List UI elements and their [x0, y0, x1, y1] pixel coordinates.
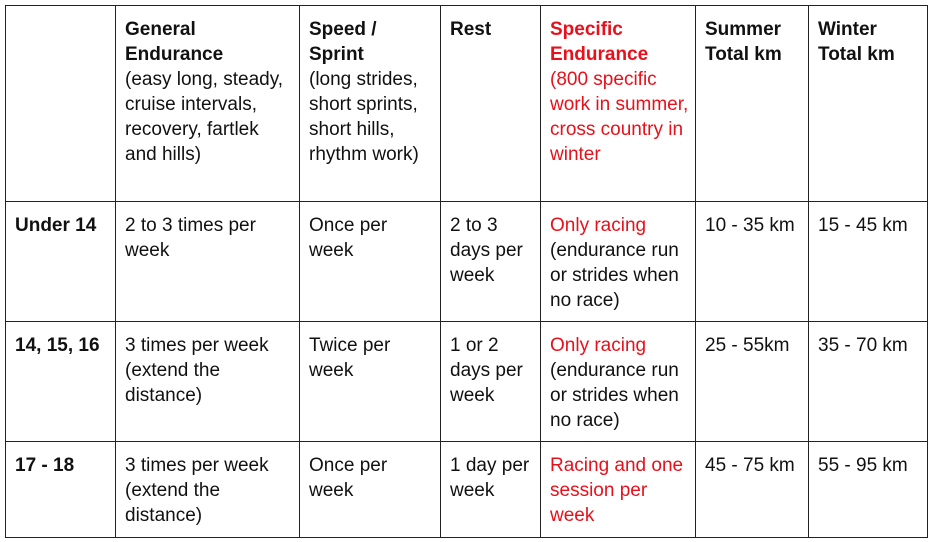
cell-general-endurance: 3 times per week (extend the distance) [116, 442, 300, 538]
specific-endurance-highlight: Racing and one session per week [550, 455, 684, 526]
cell-winter-total: 55 - 95 km [809, 442, 928, 538]
row-age-group: 17 - 18 [6, 442, 116, 538]
header-row [6, 6, 928, 202]
table-row [6, 202, 928, 322]
header-speed-sprint [300, 6, 441, 202]
header-empty-cell [6, 6, 116, 202]
cell-winter-total: 35 - 70 km [809, 322, 928, 442]
cell-specific-endurance [541, 442, 696, 538]
header-speed-sprint-desc: (long strides, short sprints, short hills, rhythm work) [309, 69, 419, 165]
header-winter-total-title: Winter Total km [818, 19, 895, 65]
cell-rest: 1 or 2 days per week [441, 322, 541, 442]
header-rest [441, 6, 541, 202]
cell-rest: 2 to 3 days per week [441, 202, 541, 322]
header-specific-endurance [541, 6, 696, 202]
row-age-group: 14, 15, 16 [6, 322, 116, 442]
cell-specific-endurance [541, 322, 696, 442]
header-winter-total [809, 6, 928, 202]
header-specific-endurance-desc: (800 specific work in summer, cross country in winter [550, 69, 689, 165]
cell-specific-endurance [541, 202, 696, 322]
cell-summer-total: 25 - 55km [696, 322, 809, 442]
cell-speed-sprint: Twice per week [300, 322, 441, 442]
specific-endurance-highlight: Only racing [550, 215, 647, 236]
cell-speed-sprint: Once per week [300, 202, 441, 322]
table-row [6, 442, 928, 538]
specific-endurance-note: (endurance run or strides when no race) [550, 360, 679, 431]
header-general-endurance [116, 6, 300, 202]
cell-summer-total: 45 - 75 km [696, 442, 809, 538]
cell-general-endurance: 3 times per week (extend the distance) [116, 322, 300, 442]
cell-speed-sprint: Once per week [300, 442, 441, 538]
header-summer-total-title: Summer Total km [705, 19, 782, 65]
cell-rest: 1 day per week [441, 442, 541, 538]
cell-winter-total: 15 - 45 km [809, 202, 928, 322]
specific-endurance-highlight: Only racing [550, 335, 647, 356]
header-general-endurance-title: General Endurance [125, 19, 224, 65]
header-specific-endurance-title: Specific Endurance [550, 19, 649, 65]
header-general-endurance-desc: (easy long, steady, cruise intervals, recovery, fartlek and hills) [125, 69, 284, 165]
training-table [5, 5, 928, 538]
header-rest-title: Rest [450, 19, 492, 40]
cell-general-endurance: 2 to 3 times per week [116, 202, 300, 322]
cell-summer-total: 10 - 35 km [696, 202, 809, 322]
header-summer-total [696, 6, 809, 202]
row-age-group: Under 14 [6, 202, 116, 322]
specific-endurance-note: (endurance run or strides when no race) [550, 240, 679, 311]
table-row [6, 322, 928, 442]
header-speed-sprint-title: Speed / Sprint [309, 19, 377, 65]
